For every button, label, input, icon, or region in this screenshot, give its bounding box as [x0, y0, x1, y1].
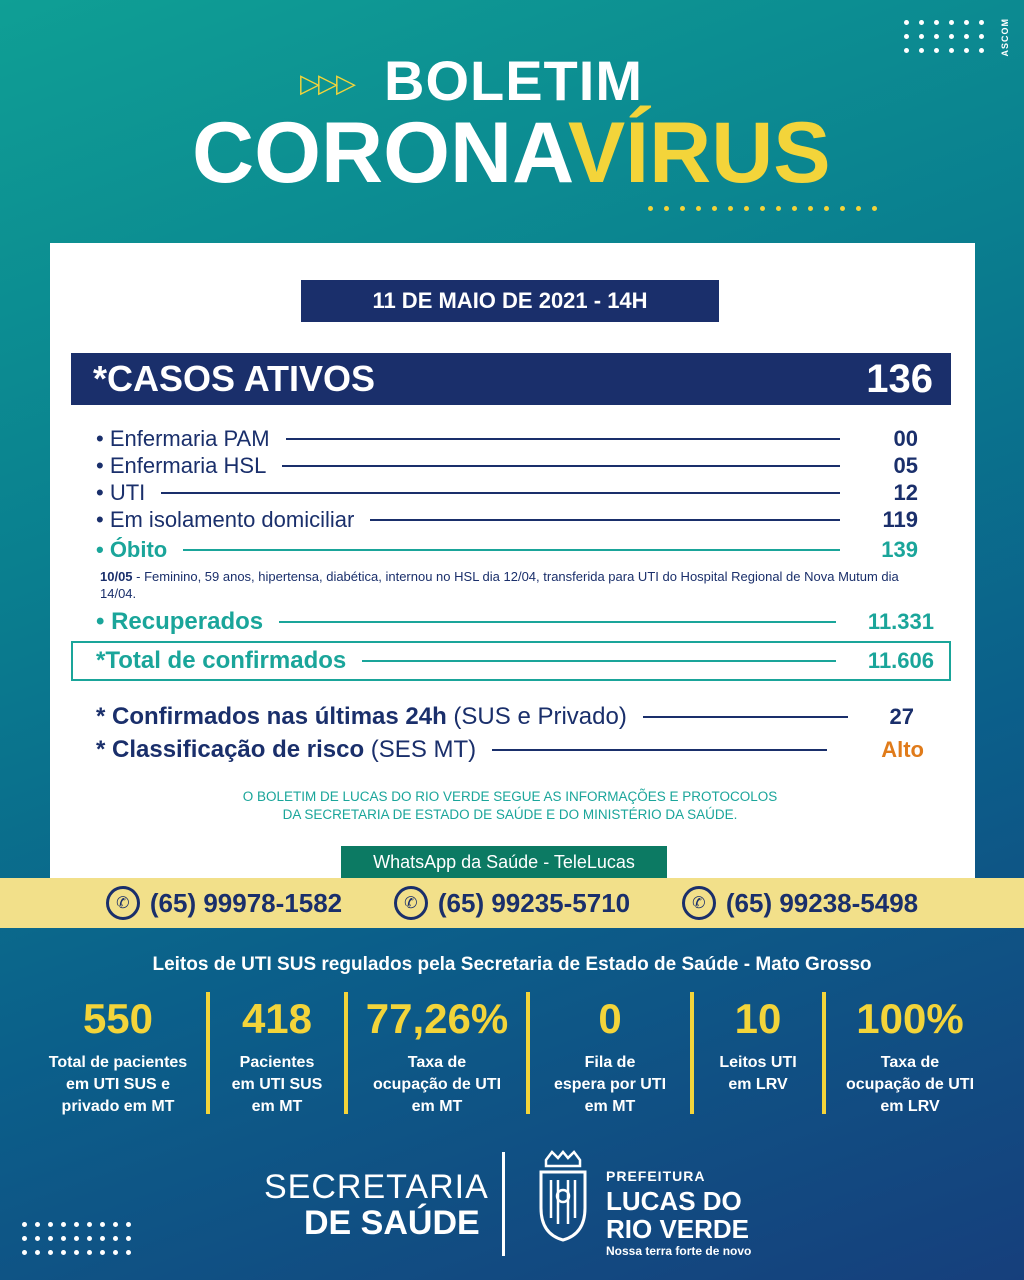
arrows-icon: ▷▷▷ — [300, 68, 354, 98]
whatsapp-label: WhatsApp da Saúde - TeleLucas — [341, 846, 667, 878]
stat-queue-mt — [530, 988, 690, 1118]
last24-value: 27 — [889, 704, 914, 729]
stat-desc: Leitos UTI em LRV — [719, 1054, 797, 1093]
city-line2: RIO VERDE — [606, 1214, 750, 1244]
date-banner: 11 DE MAIO DE 2021 - 14H — [301, 280, 719, 322]
obito-note-text: - Feminino, 59 anos, hipertensa, diabética, internou no HSL dia 12/04, transferida para UTI do Hospital Regional de Nova Mutum dia 14/04. — [100, 569, 899, 601]
row-isolamento — [96, 507, 918, 533]
row-last24 — [96, 703, 914, 731]
crest-icon — [538, 1150, 588, 1242]
stat-desc: Total de pacientes em UTI SUS e privado em MT — [48, 1054, 188, 1115]
active-cases-value: 136 — [866, 356, 933, 401]
row-enfermaria-hsl — [96, 453, 918, 479]
stat-desc: Fila de espera por UTI em MT — [553, 1054, 667, 1115]
phone-number: (65) 99235-5710 — [437, 887, 631, 918]
stat-num: 10 — [734, 995, 782, 1042]
secretaria-line1: SECRETARIA — [264, 1168, 489, 1206]
stat-desc: Taxa de ocupação de UTI em LRV — [845, 1054, 975, 1115]
title-coronavirus — [192, 105, 831, 201]
obito-note-date: 10/05 — [100, 569, 133, 584]
secretaria-line2: DE SAÚDE — [304, 1204, 480, 1242]
stat-sus-mt — [210, 988, 344, 1118]
city-slogan: Nossa terra forte de novo — [606, 1244, 752, 1258]
risk-label: * Classificação de risco — [96, 736, 365, 763]
row-label: • UTI — [96, 480, 146, 505]
row-value: 05 — [893, 453, 918, 478]
row-value: 119 — [882, 507, 918, 532]
uti-title: Leitos de UTI SUS regulados pela Secretaria de Estado de Saúde - Mato Grosso — [152, 954, 872, 975]
protocol-note-line1: O BOLETIM DE LUCAS DO RIO VERDE SEGUE AS INFORMAÇÕES E PROTOCOLOS — [242, 789, 778, 804]
stat-total-mt — [30, 988, 206, 1118]
title-virus: VÍRUS — [567, 105, 831, 201]
protocol-note-line2: DA SECRETARIA DE ESTADO DE SAÚDE E DO MINISTÉRIO DA SAÚDE. — [282, 807, 738, 822]
active-cases-bar — [71, 353, 951, 405]
last24-label: * Confirmados nas últimas 24h — [96, 703, 447, 730]
total-label: *Total de confirmados — [96, 647, 347, 674]
dot-grid-bottom-left — [22, 1222, 131, 1255]
risk-label-rest: (SES MT) — [364, 736, 477, 763]
total-value: 11.606 — [867, 648, 934, 673]
dot-grid-top-right — [904, 20, 984, 53]
obito-label: • Óbito — [96, 537, 168, 562]
city-line1: LUCAS DO — [606, 1186, 742, 1216]
whatsapp-icon: ✆ — [106, 886, 140, 920]
row-label: • Enfermaria PAM — [96, 426, 270, 451]
ascom-label: ASCOM — [1000, 18, 1010, 57]
row-value: 12 — [893, 480, 918, 505]
title-boletim: BOLETIM — [384, 49, 643, 112]
row-label: • Enfermaria HSL — [96, 453, 267, 478]
row-recuperados — [96, 608, 934, 636]
stat-num: 550 — [82, 995, 154, 1042]
row-label: • Em isolamento domiciliar — [96, 507, 355, 532]
row-value: 00 — [893, 426, 918, 451]
uti-stats — [30, 988, 994, 1118]
stat-occupancy-lrv — [826, 988, 994, 1118]
phone-number: (65) 99978-1582 — [149, 887, 343, 918]
footer-divider — [502, 1152, 505, 1256]
stat-num: 0 — [598, 995, 622, 1042]
recuperados-value: 11.331 — [867, 609, 934, 634]
phone-3[interactable] — [682, 886, 918, 920]
stat-occupancy-mt — [348, 988, 526, 1118]
yellow-dots — [648, 206, 877, 211]
stat-desc: Taxa de ocupação de UTI em MT — [372, 1054, 502, 1115]
last24-label-rest: (SUS e Privado) — [446, 703, 627, 730]
protocol-note — [140, 788, 880, 824]
phone-1[interactable] — [106, 886, 342, 920]
row-total-confirmados — [96, 647, 934, 675]
row-obito — [96, 537, 918, 563]
phone-2[interactable] — [394, 886, 630, 920]
whatsapp-icon: ✆ — [682, 886, 716, 920]
stat-beds-lrv — [694, 988, 822, 1118]
risk-value: Alto — [881, 737, 924, 762]
active-cases-label: *CASOS ATIVOS — [93, 358, 376, 399]
stat-desc: Pacientes em UTI SUS em MT — [231, 1054, 323, 1115]
stat-num: 100% — [856, 995, 964, 1042]
phone-number: (65) 99238-5498 — [725, 887, 919, 918]
obito-value: 139 — [881, 537, 918, 562]
recuperados-label: • Recuperados — [96, 608, 264, 635]
whatsapp-icon: ✆ — [394, 886, 428, 920]
row-risk — [96, 736, 924, 764]
row-uti — [96, 480, 918, 506]
stat-num: 77,26% — [365, 995, 509, 1042]
stat-num: 418 — [241, 995, 313, 1042]
prefeitura-label: PREFEITURA — [606, 1168, 706, 1184]
title-corona: CORONA — [192, 105, 568, 201]
row-enfermaria-pam — [96, 426, 918, 452]
bulletin-card — [50, 243, 975, 883]
obito-note — [100, 568, 900, 602]
phone-bar — [0, 878, 1024, 928]
